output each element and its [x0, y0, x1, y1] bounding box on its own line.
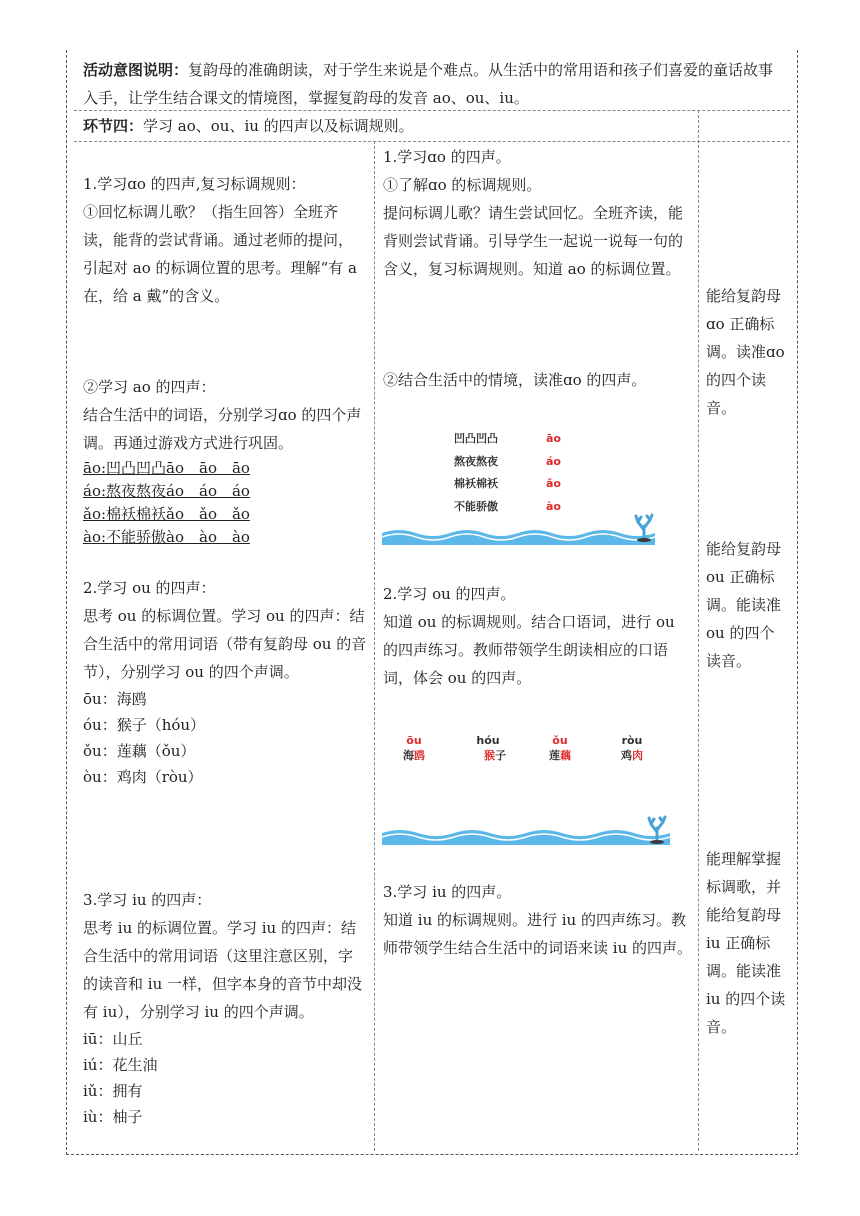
right-goal-2: 能给复韵母 ou 正确标调。能读准 ou 的四个读音。 — [706, 540, 782, 670]
right-goal-1: 能给复韵母ɑo 正确标调。读准ɑo 的四个读音。 — [706, 287, 785, 417]
table-divider — [74, 141, 790, 142]
mid-s2-text: 知道 ou 的标调规则。结合口语词，进行 ou 的四声练习。教师带领学生朗读相应的口语词，体会 ou 的四声。 — [383, 613, 675, 687]
ao-card-word: 棉袄棉袄 — [454, 477, 498, 490]
ao-card-word: 凹凸凹凸 — [454, 432, 498, 445]
ou-card-char: 鸥 — [414, 749, 425, 762]
step-row — [83, 112, 693, 140]
mid-s3-text: 知道 iu 的标调规则。进行 iu 的四声练习。教师带领学生结合生活中的词语来读 iu 的四声。 — [383, 911, 692, 957]
coral-icon — [634, 512, 654, 542]
ou-card-char: 子 — [495, 749, 506, 762]
ou-line: óu：猴子（hóu） — [83, 716, 206, 734]
middle-section-3 — [383, 878, 693, 962]
left-section-3 — [83, 886, 367, 1130]
ou-line: òu：鸡肉（ròu） — [83, 768, 203, 786]
ao-card-row — [454, 472, 561, 491]
ou-card-char: 莲 — [549, 749, 560, 762]
step-text: 学习 ao、ou、iu 的四声以及标调规则。 — [143, 117, 414, 135]
iu-line: iū：山丘 — [83, 1030, 143, 1048]
left-s1-sub-text: 结合生活中的词语，分别学习ɑo 的四个声调。再通过游戏方式进行巩固。 — [83, 406, 362, 452]
mid-s1-sub: ①了解ɑo 的标调规则。 — [383, 176, 542, 194]
iu-line: iú：花生油 — [83, 1056, 158, 1074]
left-section-1b — [83, 373, 367, 549]
ao-line: áo:熬夜熬夜áo áo áo — [83, 482, 250, 500]
ou-picture-card — [382, 700, 670, 845]
ao-card-pinyin: áo — [546, 455, 561, 468]
ao-line: āo:凹凸凹凸āo āo āo — [83, 459, 250, 477]
left-s3-title: 3.学习 iu 的四声： — [83, 891, 212, 909]
ao-card-pinyin: ǎo — [546, 477, 561, 490]
coral-icon — [646, 814, 668, 844]
left-s2-title: 2.学习 ou 的四声： — [83, 579, 216, 597]
left-s2-text: 思考 ou 的标调位置。学习 ou 的四声：结合生活中的常用词语（带有复韵母 ou 的音节），分别学习 ou 的四个声调。 — [83, 607, 367, 681]
ao-line: ào:不能骄傲ào ào ào — [83, 528, 250, 546]
ao-card-row — [454, 427, 561, 446]
left-section-2 — [83, 574, 367, 790]
step-label: 环节四： — [83, 117, 144, 135]
mid-s2-title: 2.学习 ou 的四声。 — [383, 585, 516, 603]
middle-section-1 — [383, 143, 693, 283]
left-s1-text: ①回忆标调儿歌？（指生回答）全班齐读，能背的尝试背诵。通过老师的提问，引起对 ao 的标调位置的思考。理解“有 a 在，给 a 戴”的含义。 — [83, 203, 357, 305]
ou-card-item — [470, 734, 506, 763]
left-s1-sub-title: ②学习 ao 的四声： — [83, 378, 216, 396]
left-section-1 — [83, 170, 367, 310]
wave-decoration — [382, 525, 655, 545]
ou-card-char: 鸡 — [621, 749, 632, 762]
left-s1-title: 1.学习ɑo 的四声,复习标调规则： — [83, 175, 306, 193]
ao-card-word: 不能骄傲 — [454, 500, 498, 513]
ao-card-row — [454, 495, 561, 514]
intent-row — [83, 56, 785, 112]
ao-card-pinyin: ào — [546, 500, 561, 513]
ao-line: ǎo:棉袄棉袄ǎo ǎo ǎo — [83, 505, 250, 523]
wave-decoration — [382, 825, 670, 845]
ou-card-item — [614, 734, 650, 763]
mid-s3-title: 3.学习 iu 的四声。 — [383, 883, 512, 901]
ou-card-item — [542, 734, 578, 763]
ou-card-char: 猴 — [484, 749, 495, 762]
ao-card-pinyin: āo — [546, 432, 561, 445]
middle-section-2 — [383, 580, 693, 692]
ao-picture-card — [382, 400, 655, 545]
ou-card-pinyin: ōu — [406, 734, 422, 747]
ao-card-row — [454, 450, 561, 469]
ou-card-char: 藕 — [560, 749, 571, 762]
ou-card-char: 肉 — [632, 749, 643, 762]
mid-s1-text-2: ②结合生活中的情境，读准ɑo 的四声。 — [383, 371, 647, 389]
intent-label: 活动意图说明： — [83, 61, 189, 79]
ou-card-char: 海 — [403, 749, 414, 762]
iu-line: iù：柚子 — [83, 1108, 143, 1126]
mid-s1-title: 1.学习ɑo 的四声。 — [383, 148, 511, 166]
ou-line: ǒu：莲藕（ǒu） — [83, 742, 196, 760]
ou-line: ōu：海鸥 — [83, 690, 147, 708]
ou-card-pinyin: hóu — [476, 734, 500, 747]
ou-card-pinyin: ròu — [621, 734, 643, 747]
right-goal-3: 能理解掌握标调歌，并能给复韵母 iu 正确标调。能读准 iu 的四个读音。 — [706, 850, 786, 1036]
middle-section-1b — [383, 366, 693, 394]
left-s3-text: 思考 iu 的标调位置。学习 iu 的四声：结合生活中的常用词语（这里注意区别，字的读音和 iu 一样，但字本身的音节中却没有 iu），分别学习 iu 的四个声调。 — [83, 919, 362, 1021]
iu-line: iǔ：拥有 — [83, 1082, 143, 1100]
ou-card-item — [396, 734, 432, 763]
mid-s1-text: 提问标调儿歌？请生尝试回忆。全班齐读，能背则尝试背诵。引导学生一起说一说每一句的含义，复习标调规则。知道 ao 的标调位置。 — [383, 204, 684, 278]
column-divider — [374, 141, 375, 1151]
ou-card-pinyin: ǒu — [552, 734, 568, 747]
intent-text: 复韵母的准确朗读，对于学生来说是个难点。从生活中的常用语和孩子们喜爱的童话故事入手，让学生结合课文的情境图，掌握复韵母的发音 ao、ou、iu。 — [83, 61, 774, 107]
column-divider — [698, 110, 699, 1151]
ao-card-word: 熬夜熬夜 — [454, 455, 498, 468]
